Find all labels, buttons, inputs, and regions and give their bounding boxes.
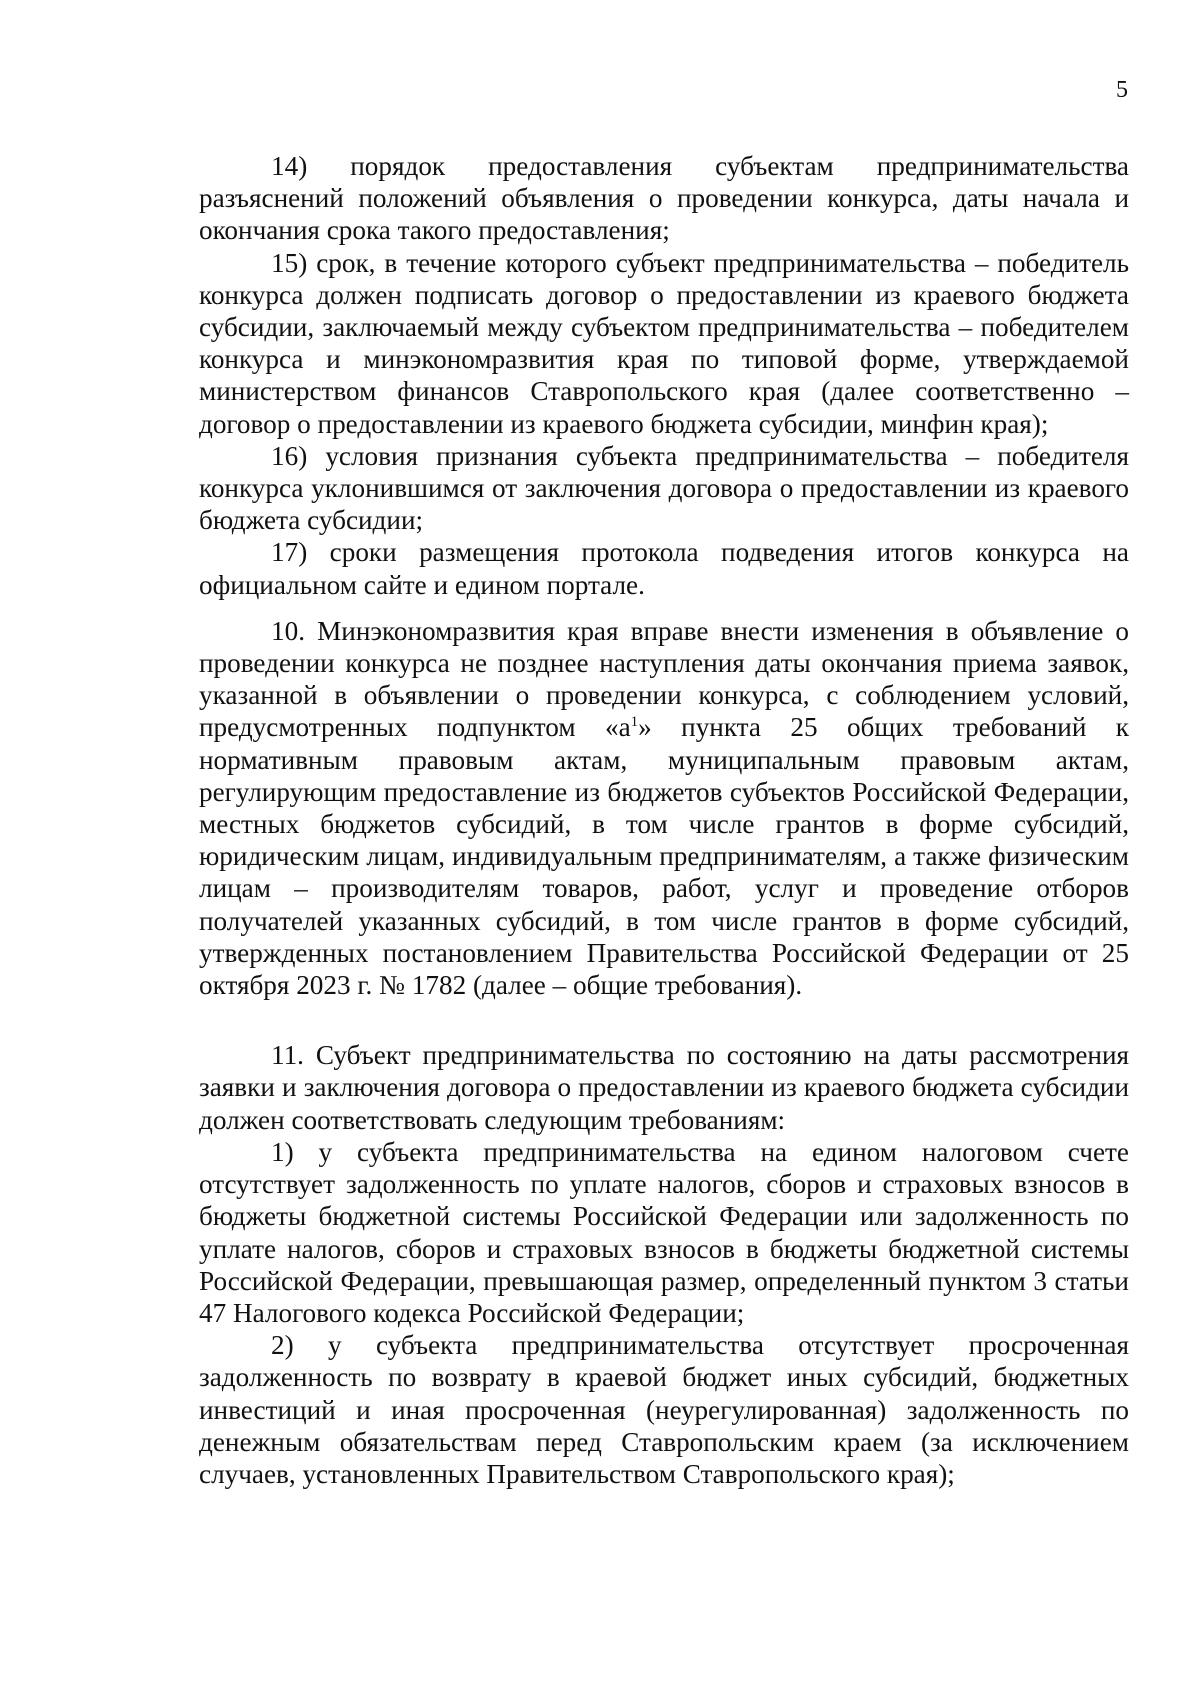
section-10-text-start: 10. Минэкономразвития края вправе внести изменения в объявление о проведении конкурса не позднее наступления даты окончания приема заявок, указанной в объявлении о проведении конкурса, с соблюдением условий, предусмотренных подпунктом «а [199,615,1129,743]
section-10-superscript: 1 [630,714,639,731]
section-10-text-end: » пункта 25 общих требований к нормативным правовым актам, муниципальным правовым актам, регулирующим предоставление из бюджетов субъектов Российской Федерации, местных бюджетов субсидий, в том числе грантов в форме субсидий, юридическим лицам, индивидуальным предпринимателям, а также физическим лицам – производителям товаров, работ, услуг и проведение отборов получателей указанных субсидий, в том числе грантов в форме субсидий, утвержденных постановлением Правительства Российской Федерации от 25 октября 2023 г. № 1782 (далее – общие требования). [199,712,1129,1001]
section-11-item-1: 1) у субъекта предпринимательства на едином налоговом счете отсутствует задолженность по уплате налогов, сборов и страховых взносов в бюджеты бюджетной системы Российской Федерации или задолженность по уплате налогов, сборов и страховых взносов в бюджеты бюджетной системы Российской Федерации, превышающая размер, определенный пунктом 3 статьи 47 Налогового кодекса Российской Федерации; [199,1136,1129,1328]
section-10 [199,615,1129,1001]
section-11-item-2: 2) у субъекта предпринимательства отсутствует просроченная задолженность по возврату в краевой бюджет иных субсидий, бюджетных инвестиций и иная просроченная (неурегулированная) задолженность по денежным обязательствам перед Ставропольским краем (за исключением случаев, установленных Правительством Ставропольского края); [199,1330,1129,1489]
paragraph-item-14: 14) порядок предоставления субъектам предпринимательства разъяснений положений объявления о проведении конкурса, даты начала и окончания срока такого предоставления; [199,151,1129,246]
section-11: 11. Субъект предпринимательства по состоянию на даты рассмотрения заявки и заключения договора о предоставлении из краевого бюджета субсидии должен соответствовать следующим требованиям: [199,1040,1129,1135]
paragraph-item-16: 16) условия признания субъекта предпринимательства – победителя конкурса уклонившимся от заключения договора о предоставлении из краевого бюджета субсидии; [199,440,1129,536]
paragraph-item-17: 17) сроки размещения протокола подведения итогов конкурса на официальном сайте и едином портале. [199,537,1129,600]
document-body [199,150,1129,1490]
page-number: 5 [1116,77,1128,103]
paragraph-item-15: 15) срок, в течение которого субъект предпринимательства – победитель конкурса должен подписать договор о предоставлении из краевого бюджета субсидии, заключаемый между субъектом предпринимательства – победителем конкурса и минэкономразвития края по типовой форме, утверждаемой министерством финансов Ставропольского края (далее соответственно – договор о предоставлении из краевого бюджета субсидии, минфин края); [199,247,1129,439]
